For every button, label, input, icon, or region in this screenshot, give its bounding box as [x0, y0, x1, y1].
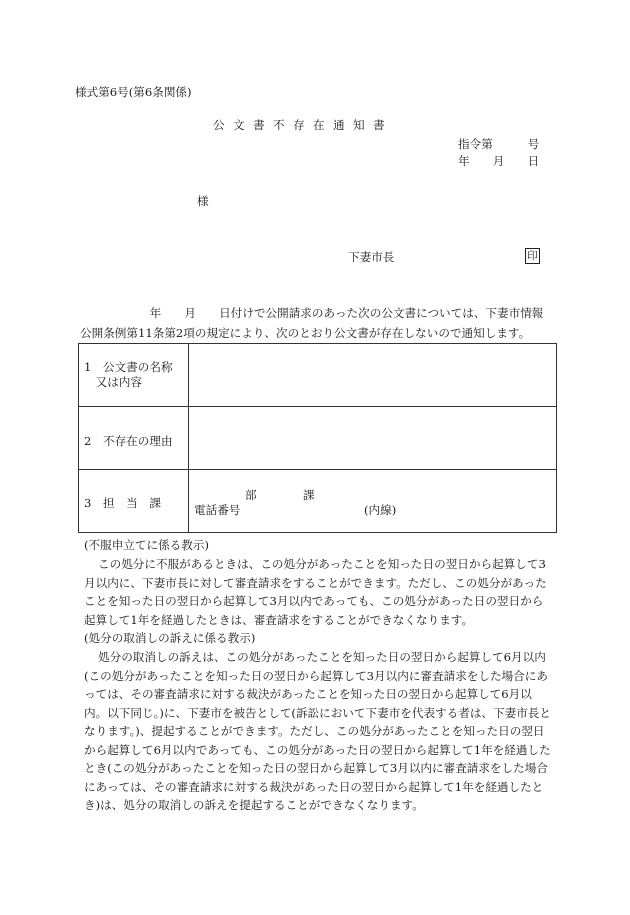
form-number: 様式第6号(第6条関係): [75, 85, 192, 99]
phone-number-label: 電話番号: [194, 503, 241, 517]
reference-number: 指令第 号: [458, 137, 540, 151]
value-cell-department: [189, 470, 557, 533]
seal-stamp-mark: 印: [525, 248, 540, 264]
department-division-text: 部 課: [245, 488, 315, 502]
value-cell-document-name: [189, 344, 557, 407]
document-title: 公文書不存在通知書: [213, 118, 393, 132]
table-row-document-name: [79, 344, 557, 407]
extension-label: (内線): [364, 503, 397, 517]
table-row-nonexistence-reason: [79, 407, 557, 470]
document-info-table: [78, 343, 557, 533]
nonexistence-reason-label: 2 不存在の理由: [84, 434, 173, 448]
objection-paragraph: この処分に不服があるときは、この処分があったことを知った日の翌日から起算して3月以内に、下妻市長に対して審査請求をすることができます。ただし、この処分があったことを知った日の翌日から起算して3月以内であっても、この処分があった日の翌日から起算して1年を経過したときは、審査請求をすることができなくなります。: [84, 557, 547, 627]
addressee-honorific: 様: [197, 194, 209, 208]
objection-heading: (不服申立てに係る教示): [84, 538, 209, 552]
department-label: 3 担 当 課: [84, 496, 161, 510]
intro-paragraph: 年 月 日付けで公開請求のあった次の公文書については、下妻市情報公開条例第11条第2項の規定により、次のとおり公文書が存在しないので通知します。: [80, 306, 544, 340]
label-cell-document-name: [79, 344, 189, 407]
value-cell-nonexistence-reason: [189, 407, 557, 470]
document-name-label: 1 公文書の名称 又は内容: [84, 360, 173, 389]
issuer-name: 下妻市長: [348, 250, 395, 264]
table-row-department: [79, 470, 557, 533]
revocation-paragraph: 処分の取消しの訴えは、この処分があったことを知った日の翌日から起算して6月以内(この処分があったことを知った日の翌日から起算して3月以内に審査請求をした場合にあっては、その審査請求に対する裁決があったことを知った日の翌日から起算して6月以内。以下同じ。)に、下妻市を被告として(訴訟において下妻市を代表する者は、下妻市長となります。)、提起することができます。ただし、この処分があったことを知った日の翌日から起算して6月以内であっても、この処分があった日の翌日から起算して1年を経過したとき(この処分があったことを知った日の翌日から起算して3月以内に審査請求をした場合にあっては、その審査請求に対する裁決があった日の翌日から起算して1年を経過したとき)は、処分の取消しの訴えを提起することができなくなります。: [84, 650, 551, 812]
label-cell-department: [79, 470, 189, 533]
issue-date: 年 月 日: [458, 154, 540, 168]
label-cell-nonexistence-reason: [79, 407, 189, 470]
revocation-heading: (処分の取消しの訴えに係る教示): [84, 631, 256, 645]
